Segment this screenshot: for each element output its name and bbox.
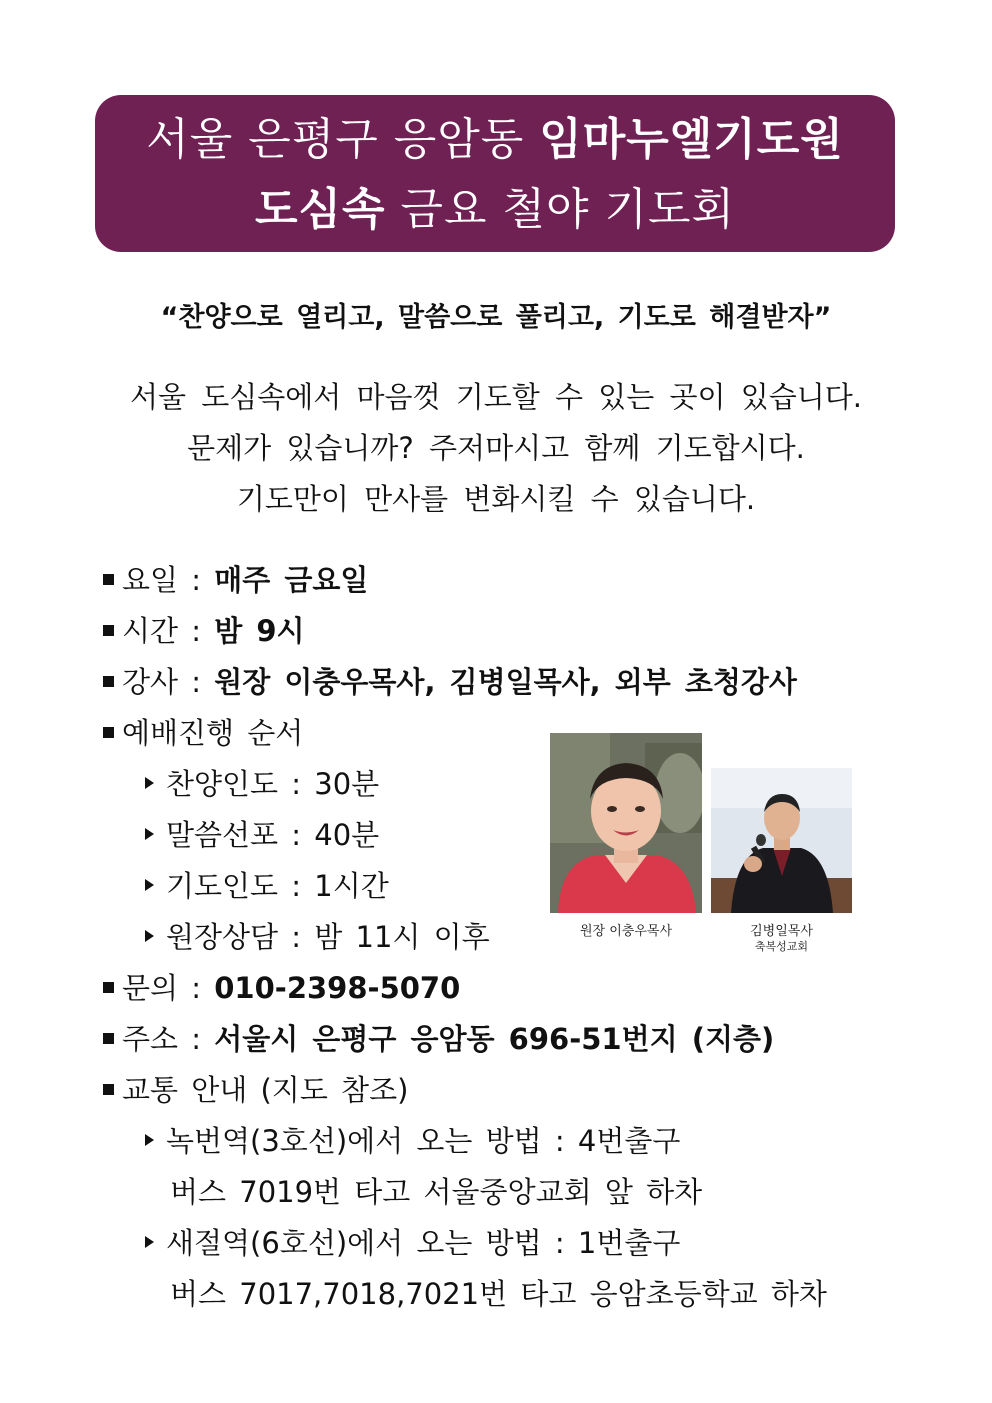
info-contact: 문의 : 010-2398-5070	[103, 966, 460, 1007]
info-speaker: 강사 : 원장 이충우목사, 김병일목사, 외부 초청강사	[103, 660, 797, 701]
transport-route-2: 새절역(6호선)에서 오는 방법 : 1번출구	[145, 1221, 680, 1262]
bullet-square-icon	[103, 676, 114, 687]
bullet-triangle-icon	[145, 930, 154, 942]
intro-line: 문제가 있습니까? 주저마시고 함께 기도합시다.	[187, 431, 805, 465]
intro-paragraph	[0, 372, 992, 525]
info-address: 주소 : 서울시 은평구 응암동 696-51번지 (지층)	[103, 1017, 774, 1058]
bullet-square-icon	[103, 1033, 114, 1044]
order-item: 기도인도 : 1시간	[145, 864, 389, 905]
bullet-triangle-icon	[145, 777, 154, 789]
info-order-title: 예배진행 순서	[103, 711, 303, 752]
order-item: 말씀선포 : 40분	[145, 813, 379, 854]
bullet-square-icon	[103, 982, 114, 993]
bullet-triangle-icon	[145, 1134, 154, 1146]
bullet-square-icon	[103, 1084, 114, 1095]
title-line-1: 서울 은평구 응암동 임마누엘기도원	[146, 114, 844, 165]
bullet-square-icon	[103, 574, 114, 585]
title-line-2: 도심속 금요 철야 기도회	[254, 184, 735, 235]
pastor-photo-left	[550, 733, 702, 913]
bullet-square-icon	[103, 625, 114, 636]
bullet-triangle-icon	[145, 1236, 154, 1248]
info-time: 시간 : 밤 9시	[103, 609, 305, 650]
bullet-triangle-icon	[145, 828, 154, 840]
pastor-left-caption: 원장 이충우목사	[579, 924, 673, 939]
order-item: 원장상담 : 밤 11시 이후	[145, 915, 490, 956]
info-transport-title: 교통 안내 (지도 참조)	[103, 1068, 408, 1109]
bullet-square-icon	[103, 727, 114, 738]
intro-line: 기도만이 만사를 변화시킬 수 있습니다.	[236, 482, 756, 516]
slogan: “찬양으로 열리고, 말씀으로 풀리고, 기도로 해결받자”	[160, 302, 832, 333]
pastor-right-caption: 김병일목사	[750, 924, 813, 939]
pastor-right-church: 축복성교회	[754, 940, 809, 953]
title-banner	[95, 95, 895, 252]
intro-line: 서울 도심속에서 마음껏 기도할 수 있는 곳이 있습니다.	[129, 380, 863, 414]
transport-route-2-detail: 버스 7017,7018,7021번 타고 응암초등학교 하차	[170, 1277, 827, 1311]
order-item: 찬양인도 : 30분	[145, 762, 379, 803]
pastor-photo-right	[711, 768, 852, 913]
bullet-triangle-icon	[145, 879, 154, 891]
transport-route-1: 녹번역(3호선)에서 오는 방법 : 4번출구	[145, 1119, 680, 1160]
transport-route-1-detail: 버스 7019번 타고 서울중앙교회 앞 하차	[170, 1175, 703, 1209]
info-day: 요일 : 매주 금요일	[103, 558, 368, 599]
